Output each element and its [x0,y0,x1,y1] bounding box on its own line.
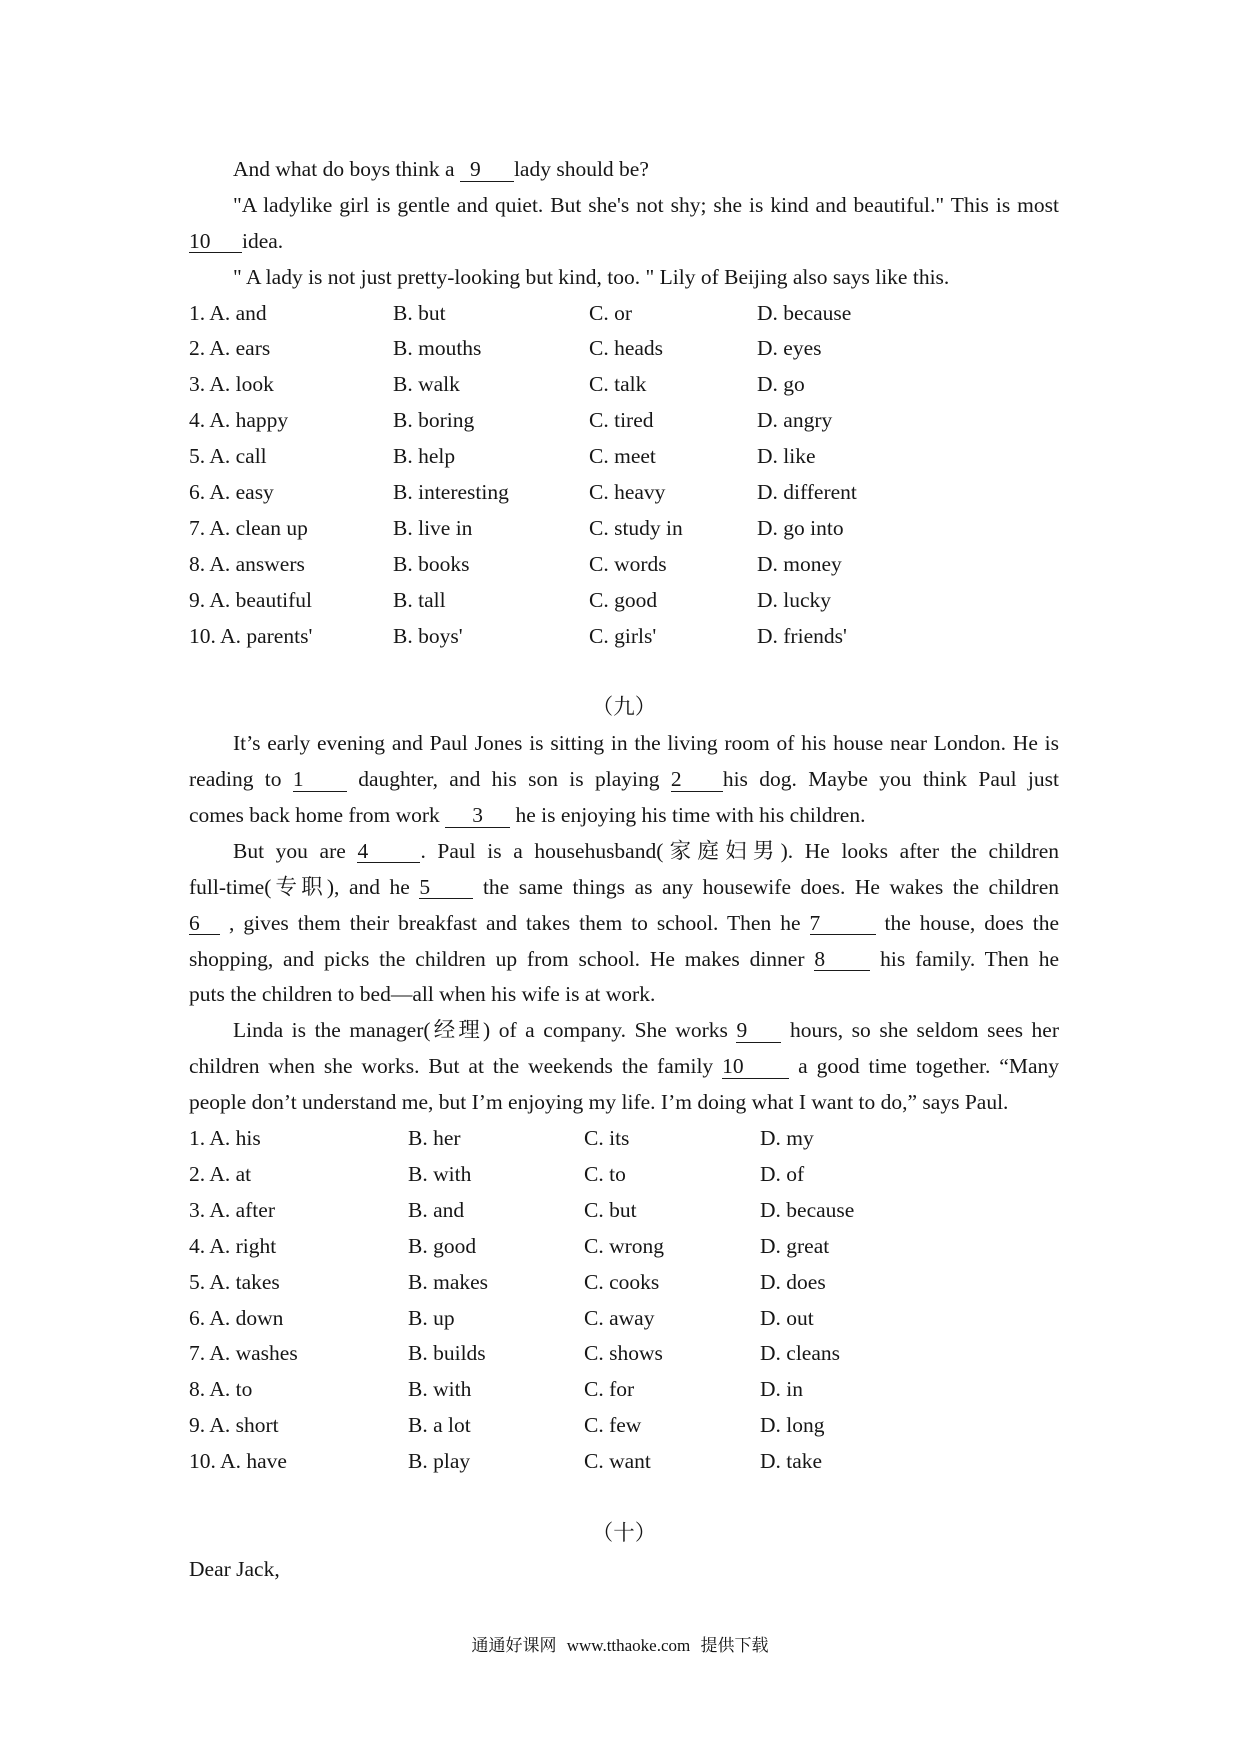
option-a: A. at [209,1161,252,1186]
option-cell [393,583,589,619]
option-cell [760,1408,1059,1444]
option-cell [757,547,1059,583]
passage-text: a good time together. “Many [789,1054,1059,1079]
option-b: B. live in [393,515,473,540]
option-cell [584,1301,760,1337]
option-cell [589,583,757,619]
option-c: C. tired [589,408,654,433]
option-cell [393,331,589,367]
section-8-passage-end [189,152,1059,296]
option-cell [189,1301,408,1337]
option-cell [589,475,757,511]
option-cell [757,367,1059,403]
answer-blank-7: 7 [810,913,876,936]
question-row-5 [189,439,1059,475]
question-number: 6. [189,1305,206,1330]
answer-blank-3: 3 [445,805,510,828]
option-d: D. cleans [760,1341,840,1366]
passage-text: he is enjoying his time with his children. [510,803,866,828]
passage-text: It’s early evening and Paul Jones is sitting in the living room of his house near London. He is [233,731,1059,756]
text-line [189,870,1059,906]
answer-blank-2: 2 [671,769,723,792]
answer-blank-5: 5 [419,877,473,900]
option-a: A. call [209,444,267,469]
passage-text: the house, does the [875,910,1059,935]
option-b: B. walk [393,372,460,397]
section-10-heading: （十） [591,1520,657,1545]
passage-text: full-time(专职), and he [189,874,420,899]
option-cell [760,1121,1059,1157]
option-cell [408,1372,584,1408]
option-cell [189,547,393,583]
question-number: 9. [189,1413,206,1438]
option-cell [189,1444,408,1480]
option-c: C. its [584,1126,630,1151]
question-number: 10. [189,1449,216,1474]
option-b: B. interesting [393,480,509,505]
option-cell [189,1265,408,1301]
option-cell [408,1336,584,1372]
section-9-heading: （九） [591,695,657,720]
question-number: 4. [189,1233,206,1258]
option-cell [189,331,393,367]
option-cell [408,1301,584,1337]
option-cell [757,475,1059,511]
option-a: A. and [209,300,267,325]
section-8-questions [189,296,1059,655]
option-d: D. long [760,1413,825,1438]
question-number: 5. [189,444,206,469]
option-b: B. and [408,1197,465,1222]
option-cell [393,296,589,332]
question-number: 3. [189,372,206,397]
option-cell [589,547,757,583]
option-cell [760,1444,1059,1480]
question-row-8 [189,1372,1059,1408]
option-cell [584,1229,760,1265]
passage-text: hours, so she seldom sees her [781,1018,1059,1043]
option-cell [189,1157,408,1193]
question-number: 9. [189,587,206,612]
option-cell [584,1336,760,1372]
option-b: B. help [393,444,456,469]
option-d: D. out [760,1305,814,1330]
option-a: A. short [209,1413,279,1438]
option-cell [757,296,1059,332]
option-d: D. of [760,1161,805,1186]
option-b: B. good [408,1233,477,1258]
option-d: D. great [760,1233,830,1258]
option-cell [189,511,393,547]
page-content [189,152,1059,1588]
question-number: 1. [189,300,206,325]
text-line [189,152,1059,188]
option-d: D. go [757,372,805,397]
option-b: B. books [393,551,470,576]
question-row-7 [189,1336,1059,1372]
question-row-2 [189,331,1059,367]
option-cell [757,619,1059,655]
option-d: D. my [760,1126,814,1151]
option-a: A. happy [209,408,289,433]
section-9-passage [189,726,1059,1121]
option-cell [189,1372,408,1408]
option-cell [584,1408,760,1444]
paragraph [189,834,1059,1013]
passage-text: . Paul is a househusband(家庭妇男). He looks after the children [420,838,1060,863]
passage-text: But you are [233,838,358,863]
passage-text: , gives them their breakfast and takes them to school. Then he [220,910,810,935]
option-cell [589,439,757,475]
option-d: D. lucky [757,587,832,612]
question-number: 10. [189,623,216,648]
paragraph [189,726,1059,834]
section-9-questions [189,1121,1059,1480]
text-line [189,1085,1059,1121]
text-line [189,1013,1059,1049]
option-cell [757,331,1059,367]
option-cell [584,1157,760,1193]
passage-text: "A ladylike girl is gentle and quiet. But she's not shy; she is kind and beautiful." This is most [233,192,1059,217]
option-cell [757,583,1059,619]
text-line [189,942,1059,978]
option-cell [757,511,1059,547]
option-c: C. few [584,1413,642,1438]
option-cell [408,1408,584,1444]
option-cell [760,1229,1059,1265]
answer-blank-10: 10 [722,1056,789,1079]
paragraph [189,1013,1059,1121]
option-cell [189,1229,408,1265]
answer-blank-10: 10 [189,231,242,254]
answer-blank-6: 6 [189,913,220,936]
option-a: A. have [220,1449,287,1474]
option-a: A. after [209,1197,275,1222]
passage-text: shopping, and picks the children up from school. He makes dinner [189,946,815,971]
option-c: C. or [589,300,632,325]
option-b: B. mouths [393,336,482,361]
question-row-9 [189,583,1059,619]
question-number: 7. [189,515,206,540]
option-cell [189,1121,408,1157]
option-d: D. because [757,300,852,325]
option-cell [757,439,1059,475]
option-cell [393,367,589,403]
question-row-5 [189,1265,1059,1301]
text-line [189,224,1059,260]
question-row-6 [189,475,1059,511]
option-cell [189,403,393,439]
option-d: D. eyes [757,336,822,361]
option-b: B. builds [408,1341,486,1366]
text-line [189,188,1059,224]
option-cell [189,367,393,403]
option-cell [760,1157,1059,1193]
text-line [189,260,1059,296]
question-row-8 [189,547,1059,583]
question-row-6 [189,1301,1059,1337]
passage-text: idea. [242,228,284,253]
passage-text: And what do boys think a [233,157,460,181]
option-cell [584,1444,760,1480]
option-a: A. look [209,372,274,397]
text-line [189,726,1059,762]
question-number: 6. [189,480,206,505]
option-cell [189,619,393,655]
option-cell [584,1193,760,1229]
option-c: C. to [584,1161,626,1186]
option-cell [589,403,757,439]
passage-text: daughter, and his son is playing [346,767,671,792]
option-a: A. down [209,1305,284,1330]
footer-watermark: 通通好课网 www.tthaoke.com 提供下载 [471,1636,769,1655]
question-row-3 [189,1193,1059,1229]
option-cell [189,1193,408,1229]
option-a: A. ears [209,336,271,361]
option-d: D. friends' [757,623,847,648]
paragraph [189,188,1059,260]
option-d: D. different [757,480,857,505]
passage-text: the same things as any housewife does. He wakes the children [473,874,1059,899]
letter-salutation: Dear Jack, [189,1556,280,1581]
option-cell [408,1193,584,1229]
paragraph [189,152,1059,188]
question-row-10 [189,1444,1059,1480]
option-d: D. take [760,1449,823,1474]
passage-text: lady should be? [513,157,649,181]
option-b: B. up [408,1305,455,1330]
option-b: B. boring [393,408,475,433]
option-b: B. boys' [393,623,463,648]
passage-text: children when she works. But at the weekends the family [189,1054,723,1079]
option-d: D. like [757,444,816,469]
question-row-1 [189,296,1059,332]
option-c: C. heads [589,336,664,361]
passage-text: reading to [189,767,293,792]
option-cell [584,1372,760,1408]
option-cell [189,296,393,332]
option-cell [760,1372,1059,1408]
option-c: C. study in [589,515,683,540]
option-cell [408,1121,584,1157]
option-cell [760,1336,1059,1372]
text-line [189,834,1059,870]
passage-text: his family. Then he [870,946,1059,971]
option-cell [189,439,393,475]
option-c: C. cooks [584,1269,660,1294]
option-b: B. a lot [408,1413,471,1438]
option-cell [408,1444,584,1480]
option-a: A. takes [209,1269,280,1294]
option-b: B. her [408,1126,461,1151]
question-row-10 [189,619,1059,655]
option-d: D. money [757,551,842,576]
option-b: B. makes [408,1269,489,1294]
option-d: D. does [760,1269,826,1294]
option-cell [760,1301,1059,1337]
question-number: 7. [189,1341,206,1366]
text-line [189,977,1059,1013]
option-cell [189,1408,408,1444]
passage-text: puts the children to bed—all when his wife is at work. [189,982,656,1007]
passage-text: " A lady is not just pretty-looking but kind, too. " Lily of Beijing also says like this. [233,264,950,289]
option-cell [589,511,757,547]
option-cell [189,475,393,511]
option-cell [393,439,589,475]
option-a: A. right [209,1233,277,1258]
option-c: C. wrong [584,1233,665,1258]
option-c: C. but [584,1197,637,1222]
option-cell [584,1265,760,1301]
option-cell [393,511,589,547]
question-row-9 [189,1408,1059,1444]
option-cell [589,296,757,332]
question-row-4 [189,403,1059,439]
option-a: A. answers [209,551,305,576]
text-line [189,762,1059,798]
answer-blank-1: 1 [293,769,347,792]
question-number: 8. [189,551,206,576]
option-cell [589,331,757,367]
passage-text: comes back home from work [189,803,446,828]
option-cell [760,1193,1059,1229]
option-d: D. because [760,1197,855,1222]
option-cell [589,619,757,655]
option-a: A. to [209,1377,253,1402]
option-a: A. parents' [220,623,313,648]
option-a: A. clean up [209,515,308,540]
question-row-4 [189,1229,1059,1265]
question-row-1 [189,1121,1059,1157]
option-c: C. for [584,1377,635,1402]
option-cell [408,1229,584,1265]
option-cell [393,403,589,439]
option-cell [393,475,589,511]
text-line [189,906,1059,942]
question-number: 1. [189,1126,206,1151]
answer-blank-9: 9 [460,159,514,182]
option-cell [408,1157,584,1193]
option-c: C. words [589,551,667,576]
option-cell [189,583,393,619]
option-c: C. girls' [589,623,657,648]
question-row-7 [189,511,1059,547]
answer-blank-4: 4 [357,841,420,864]
question-row-2 [189,1157,1059,1193]
text-line [189,1049,1059,1085]
passage-text: people don’t understand me, but I’m enjoying my life. I’m doing what I want to do,” says Paul. [189,1090,1009,1115]
option-c: C. talk [589,372,647,397]
option-cell [408,1265,584,1301]
option-b: B. tall [393,587,446,612]
option-cell [189,1336,408,1372]
question-number: 8. [189,1377,206,1402]
option-b: B. play [408,1449,471,1474]
option-cell [760,1265,1059,1301]
answer-blank-9: 9 [736,1020,781,1043]
option-cell [393,547,589,583]
option-d: D. in [760,1377,803,1402]
question-number: 2. [189,336,206,361]
question-row-3 [189,367,1059,403]
answer-blank-8: 8 [814,949,870,972]
question-number: 5. [189,1269,206,1294]
option-b: B. with [408,1377,472,1402]
option-c: C. heavy [589,480,666,505]
option-a: A. his [209,1126,261,1151]
option-a: A. easy [209,480,274,505]
passage-text: his dog. Maybe you think Paul just [722,767,1059,792]
option-a: A. washes [209,1341,298,1366]
option-b: B. but [393,300,446,325]
option-c: C. away [584,1305,655,1330]
option-c: C. want [584,1449,651,1474]
option-cell [584,1121,760,1157]
option-c: C. meet [589,444,656,469]
text-line [189,798,1059,834]
option-a: A. beautiful [209,587,313,612]
passage-text: Linda is the manager(经理) of a company. She works [233,1018,737,1043]
option-d: D. go into [757,515,844,540]
question-number: 4. [189,408,206,433]
option-cell [393,619,589,655]
option-c: C. good [589,587,658,612]
question-number: 3. [189,1197,206,1222]
option-cell [757,403,1059,439]
question-number: 2. [189,1161,206,1186]
option-c: C. shows [584,1341,663,1366]
option-b: B. with [408,1161,472,1186]
option-d: D. angry [757,408,833,433]
option-cell [589,367,757,403]
paragraph [189,260,1059,296]
